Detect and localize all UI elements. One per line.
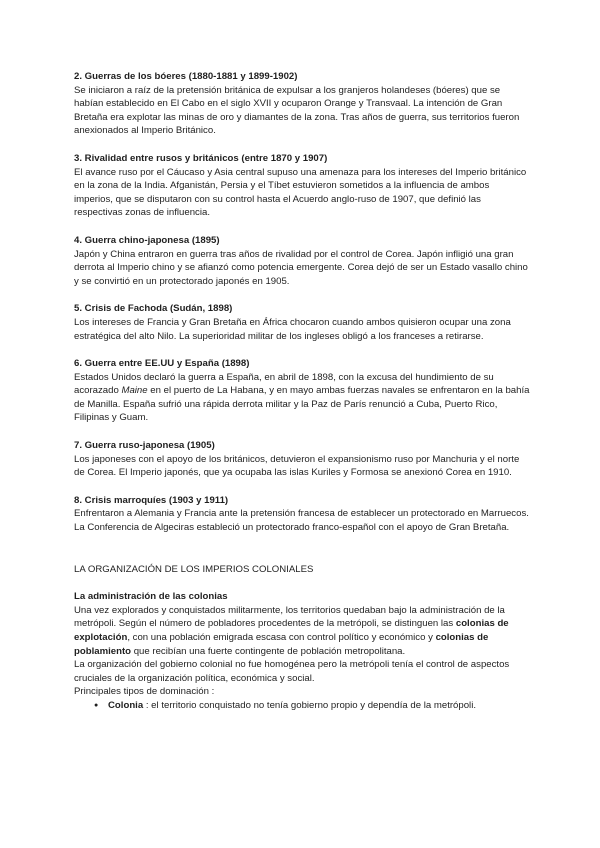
body-text: que recibían una fuerte contingente de población metropolitana. xyxy=(131,645,406,657)
paragraph-domination-types: Principales tipos de dominación : xyxy=(74,686,215,698)
section-title: 5. Crisis de Fachoda (Sudán, 1898) xyxy=(74,303,233,315)
term-description: : el territorio conquistado no tenía gobierno propio y dependía de la metrópoli. xyxy=(143,699,476,711)
paragraph-government: La organización del gobierno colonial no fue homogénea pero la metrópoli tenía el control de aspectos cruciales de la organización política, económica y social. xyxy=(74,659,510,684)
section-title: 8. Crisis marroquíes (1903 y 1911) xyxy=(74,494,229,506)
section-title: 6. Guerra entre EE.UU y España (1898) xyxy=(74,358,250,370)
body-text: Estados Unidos declaró la guerra a España, en abril de 1898, con la excusa del hundimiento de su acorazado xyxy=(74,371,494,397)
section-boer-wars xyxy=(74,70,530,138)
section-body: Los intereses de Francia y Gran Bretaña en África chocaron cuando ambos quisieron ocupar una zona estratégica del alto Nilo. La superioridad militar de los ingleses obligó a los franceses a retirarse. xyxy=(74,316,511,342)
list-item xyxy=(94,699,530,713)
subsection-heading: La administración de las colonias xyxy=(74,591,228,603)
body-text: Una vez explorados y conquistados militarmente, los territorios quedaban bajo la administración de la metrópoli. Según el número de pobladores procedentes de la metrópoli, se distinguen las xyxy=(74,604,505,630)
term-colony: Colonia xyxy=(108,699,144,711)
section-title: 4. Guerra chino-japonesa (1895) xyxy=(74,234,220,246)
body-text: , con una población emigrada escasa con control político y económico y xyxy=(127,632,436,643)
section-body: Los japoneses con el apoyo de los británicos, detuvieron el expansionismo ruso por Manchuria y el norte de Corea. El Imperio japonés, que ya ocupaba las islas Kuriles y Formosa se anexionó Corea en 1910. xyxy=(74,453,520,479)
section-body xyxy=(74,371,530,425)
body-text: en el puerto de La Habana, y en mayo ambas fuerzas navales se enfrentaron en la bahía de Manilla. España sufrió una rápida derrota militar y la Paz de París renunció a Cuba, Puerto Rico, Filipinas y Guam. xyxy=(74,385,530,424)
section-body: Enfrentaron a Alemania y Francia ante la pretensión francesa de establecer un protectorado en Marruecos. La Conferencia de Algeciras estableció un protectorado franco-español con el apoyo de Gran Bretaña. xyxy=(74,508,529,534)
section-body: Se iniciaron a raíz de la pretensión británica de expulsar a los granjeros holandeses (bóeres) que se habían establecido en El Cabo en el siglo XVII y ocuparon Orange y Transvaal. La intención de Gran Bretaña era explotar las minas de oro y diamantes de la zona. Tras años de guerra, sus territorios fueron anexionados al Imperio Británico. xyxy=(74,84,520,137)
section-title: 2. Guerras de los bóeres (1880-1881 y 1899-1902) xyxy=(74,71,298,82)
section-title: 3. Rivalidad entre rusos y británicos (entre 1870 y 1907) xyxy=(74,152,328,164)
section-us-spain-war xyxy=(74,357,530,425)
term-exploitation-colonies: colonias de explotación xyxy=(74,618,509,643)
ship-name: Maine xyxy=(121,385,148,397)
section-body: El avance ruso por el Cáucaso y Asia central supuso una amenaza para los intereses del Imperio británico en la zona de la India. Afganistán, Persia y el Tíbet estuvieron sometidos a la influencia de ambos imperios, que se disputaron con su control hasta el Acuerdo anglo-ruso de 1907, que definió las respectivas zonas de influencia. xyxy=(74,166,527,219)
section-moroccan-crises xyxy=(74,494,530,535)
section-body: Japón y China entraron en guerra tras años de rivalidad por el control de Corea. Japón infligió una gran derrota al Imperio chino y se afianzó como potencia emergente. Corea dejó de ser un Estado vasallo chino y se convirtió en un protectorado japonés en 1905. xyxy=(74,248,528,287)
section-russo-japanese-war xyxy=(74,439,530,480)
section-title: 7. Guerra ruso-japonesa (1905) xyxy=(74,440,215,452)
domination-types-list xyxy=(74,699,530,713)
term-settlement-colonies: colonias de poblamiento xyxy=(74,632,489,657)
chapter-heading: LA ORGANIZACIÓN DE LOS IMPERIOS COLONIALES xyxy=(74,563,314,575)
section-russia-britain xyxy=(74,152,530,220)
paragraph-colony-types xyxy=(74,604,530,658)
section-sino-japanese-war xyxy=(74,234,530,288)
section-fashoda-crisis xyxy=(74,302,530,343)
